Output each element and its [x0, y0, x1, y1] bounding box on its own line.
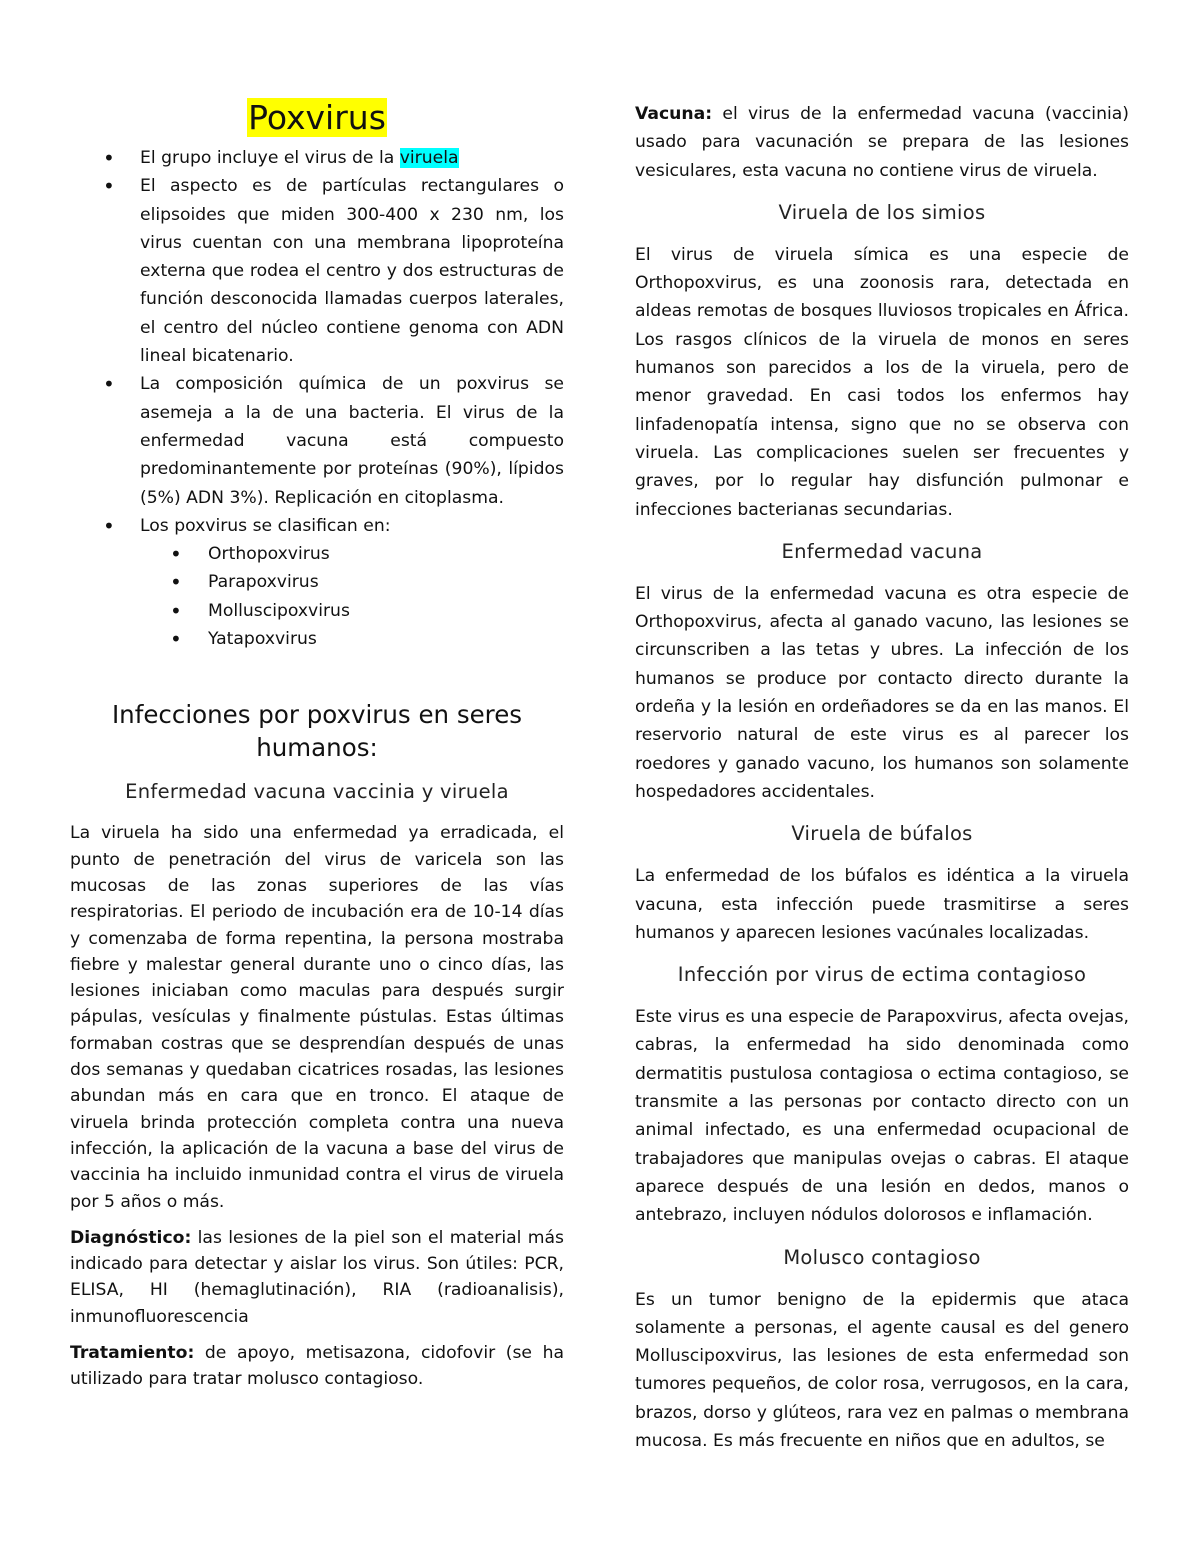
paragraph: El virus de la enfermedad vacuna es otra especie de Orthopoxvirus, afecta al ganado vacuno, las lesiones se circunscriben a las tetas y ubres. La infección de los humanos se produce por contacto directo durante la ordeña y la lesión en ordeñadores se da en las manos. El reservorio natural de este virus es al parecer los roedores y ganado vacuno, los humanos son solamente hospedadores accidentales. — [635, 583, 1129, 802]
section-heading-molusco: Molusco contagioso — [783, 1245, 981, 1269]
bullet-text: Los poxvirus se clasifican en: — [140, 515, 391, 536]
section-heading-simios: Viruela de los simios — [778, 200, 986, 224]
paragraph: La enfermedad de los búfalos es idéntica a la viruela vacuna, esta infección puede trasmitirse a seres humanos y aparecen lesiones vacúnales localizadas. — [635, 866, 1129, 943]
bullet-text: El grupo incluye el virus de la — [140, 148, 400, 168]
paragraph-vacuna — [635, 100, 1129, 185]
sub-list-item: • Molluscipoxvirus — [140, 597, 564, 625]
sub-list-item: • Orthopoxvirus — [140, 540, 564, 568]
text-diagnostico: las lesiones de la piel son el material más indicado para detectar y aislar los virus. Son útiles: PCR, ELISA, HI (hemaglutinación), RIA (radioanalisis), inmunofluorescencia — [70, 1227, 564, 1327]
paragraph: La viruela ha sido una enfermedad ya erradicada, el punto de penetración del virus de varicela son las mucosas de las zonas superiores de las vías respiratorias. El periodo de incubación era de 10-14 días y comenzaba de forma repentina, la persona mostraba fiebre y malestar general durante uno o cinco días, las lesiones iniciaban como maculas para después surgir pápulas, vesículas y finalmente pústulas. Estas últimas formaban costras que se desprendían después de unas dos semanas y quedaban cicatrices rosadas, las lesiones abundan más en cara que en tronco. El ataque de viruela brinda protección completa contra una nueva infección, la aplicación de la vacuna a base del virus de vaccinia ha incluido inmunidad contra el virus de viruela por 5 años o más. — [70, 823, 564, 1212]
paragraph: Es un tumor benigno de la epidermis que ataca solamente a personas, el agente causal es del genero Molluscipoxvirus, las lesiones de esta enfermedad son tumores pequeños, de color rosa, verrugosos, en la cara, brazos, dorso y glúteos, rara vez en palmas o membrana mucosa. Es más frecuente en niños que en adultos, se — [635, 1289, 1129, 1451]
bullet-list — [70, 144, 564, 653]
title-wrap — [70, 98, 564, 138]
page-title: Poxvirus — [248, 98, 386, 137]
sub-list-item: • Yatapoxvirus — [140, 625, 564, 653]
list-item: • La composición química de un poxvirus se asemeja a la de una bacteria. El virus de la enfermedad vacuna está compuesto predominantemente por proteínas (90%), lípidos (5%) ADN 3%). Replicación en citoplasma. — [70, 370, 564, 511]
subsection-heading: Enfermedad vacuna vaccinia y viruela — [125, 780, 509, 804]
section-heading-bufalos: Viruela de búfalos — [791, 822, 973, 846]
right-column — [635, 100, 1129, 1465]
label-diagnostico: Diagnóstico: — [70, 1227, 192, 1248]
section-heading-ectima: Infección por virus de ectima contagioso — [677, 963, 1087, 987]
sub-list-item: • Parapoxvirus — [140, 568, 564, 596]
section-heading: Infecciones por poxvirus en seres humanos: — [111, 700, 523, 763]
paragraph: Este virus es una especie de Parapoxvirus, afecta ovejas, cabras, la enfermedad ha sido denominada como dermatitis pustulosa contagiosa o ectima contagioso, se transmite a las personas por contacto directo con un animal infectado, es una enfermedad ocupacional de trabajadores que manipulas ovejas o cabras. El ataque aparece después de una lesión en dedos, manos o antebrazo, incluyen nódulos dolorosos e inflamación. — [635, 1007, 1129, 1226]
label-vacuna: Vacuna: — [635, 104, 713, 124]
paragraph: El virus de viruela símica es una especie de Orthopoxvirus, es una zoonosis rara, detectada en aldeas remotas de bosques lluviosos tropicales en África. Los rasgos clínicos de la viruela de monos en seres humanos son parecidos a los de la viruela, pero de menor gravedad. En casi todos los enfermos hay linfadenopatía intensa, signo que no se observa con viruela. Las complicaciones suelen ser frecuentes y graves, por lo regular hay disfunción pulmonar e infecciones bacterianas secundarias. — [635, 244, 1129, 520]
list-item — [70, 144, 564, 172]
label-tratamiento: Tratamiento: — [70, 1342, 195, 1363]
list-item — [70, 512, 564, 653]
text-tratamiento: de apoyo, metisazona, cidofovir (se ha utilizado para tratar molusco contagioso. — [70, 1342, 564, 1390]
left-column — [70, 88, 564, 1403]
paragraph-diagnostico — [70, 1225, 564, 1330]
sub-list-wrap — [70, 540, 564, 653]
highlighted-word: viruela — [399, 148, 459, 168]
list-item: • El aspecto es de partículas rectangulares o elipsoides que miden 300-400 x 230 nm, los virus cuentan con una membrana lipoproteína externa que rodea el centro y dos estructuras de función desconocida llamadas cuerpos laterales, el centro del núcleo contiene genoma con ADN lineal bicatenario. — [70, 172, 564, 370]
paragraph-tratamiento — [70, 1340, 564, 1393]
section-heading-enfermedad-vacuna: Enfermedad vacuna — [781, 539, 983, 563]
text-vacuna: el virus de la enfermedad vacuna (vaccinia) usado para vacunación se prepara de las lesiones vesiculares, esta vacuna no contiene virus de viruela. — [635, 104, 1129, 181]
sub-list — [70, 540, 564, 653]
